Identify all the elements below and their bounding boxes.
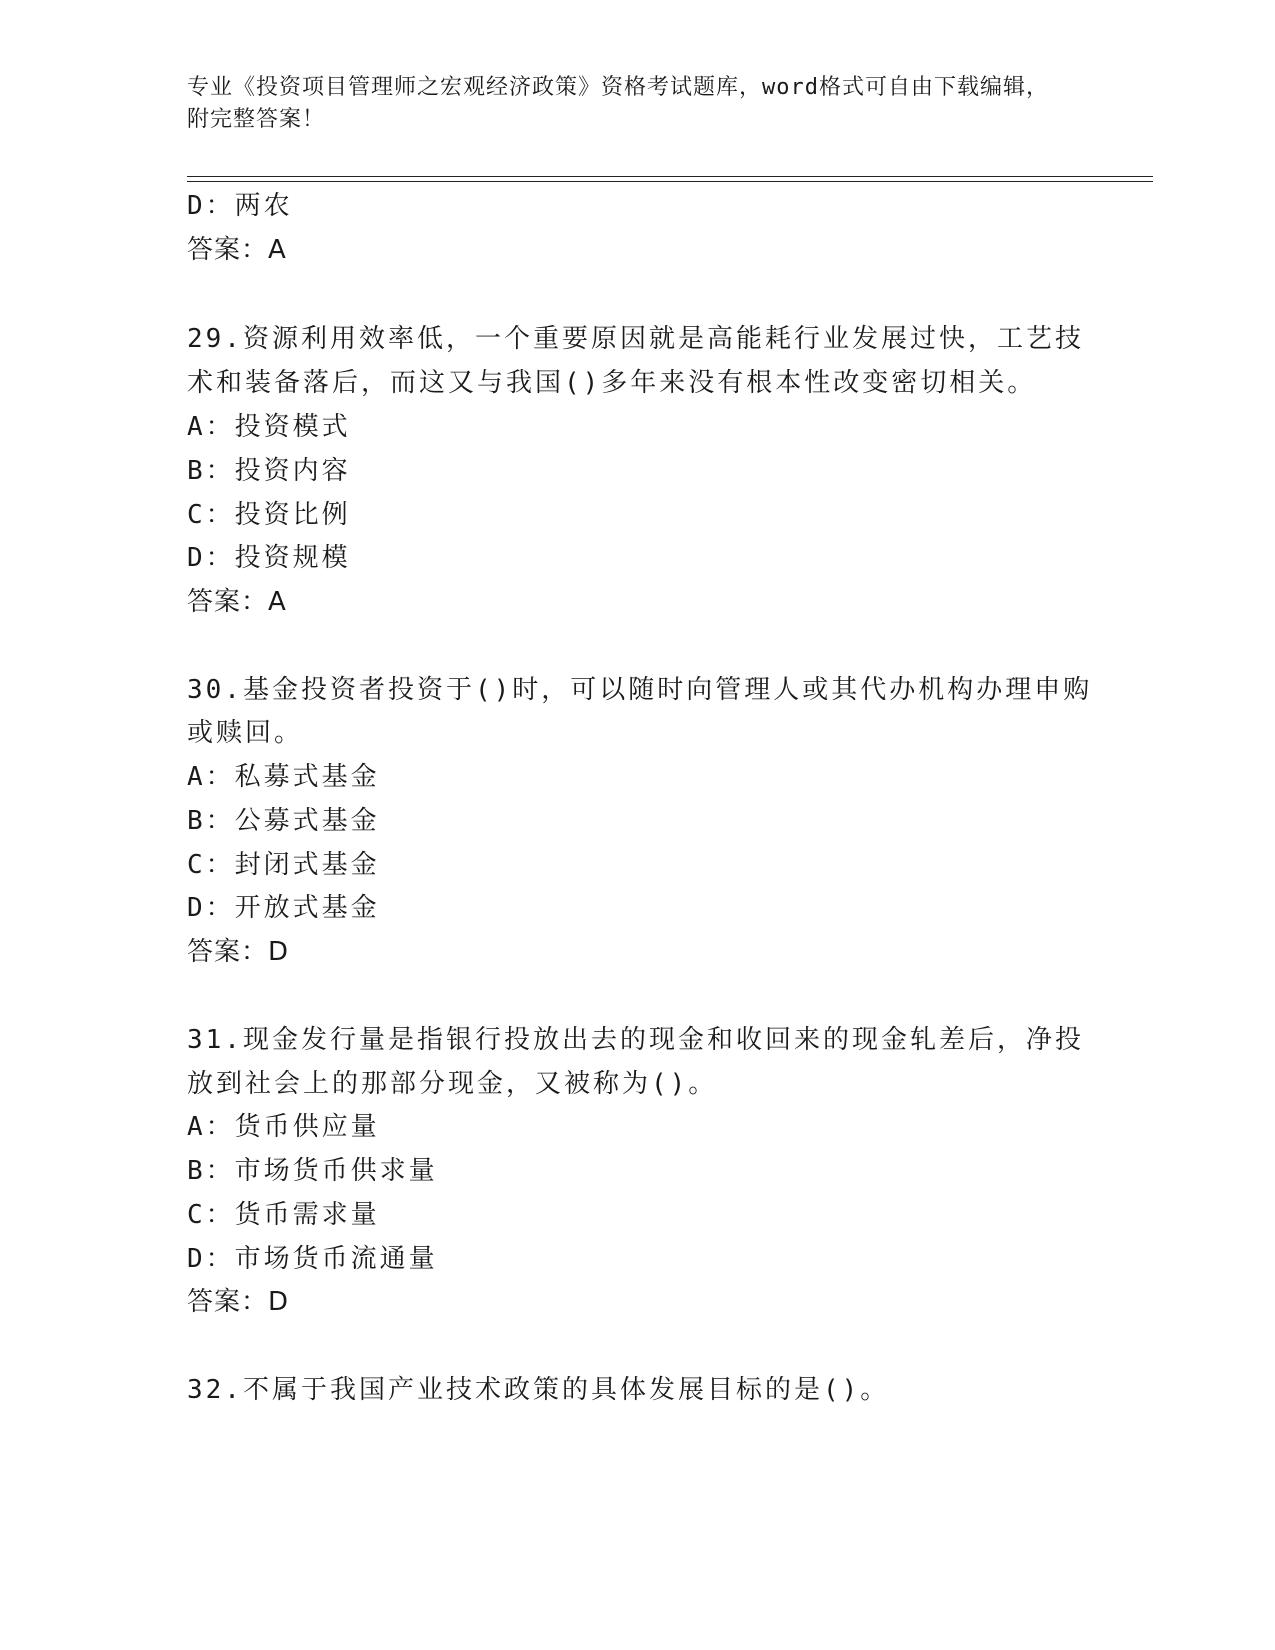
q31-option-d: D：市场货币流通量 <box>187 1244 438 1274</box>
page-header: 专业《投资项目管理师之宏观经济政策》资格考试题库，word格式可自由下载编辑，附完整答案！ <box>187 75 1049 132</box>
q29-stem-line2: 术和装备落后，而这又与我国()多年来没有根本性改变密切相关。 <box>187 368 1037 398</box>
q30-stem-line2: 或赎回。 <box>187 718 304 748</box>
q28-answer: 答案：A <box>187 235 287 265</box>
header-rule-top <box>187 176 1153 177</box>
q31-stem-line2: 放到社会上的那部分现金，又被称为()。 <box>187 1069 718 1099</box>
header-rule-bottom <box>187 181 1153 182</box>
q30-option-a: A：私募式基金 <box>187 762 380 792</box>
q30-option-d: D：开放式基金 <box>187 893 380 923</box>
q31-stem-line1: 31.现金发行量是指银行投放出去的现金和收回来的现金轧差后，净投 <box>187 1025 1084 1055</box>
q31-answer: 答案：D <box>187 1287 290 1317</box>
q31-option-b: B：市场货币供求量 <box>187 1156 438 1186</box>
q30-option-c: C：封闭式基金 <box>187 850 380 880</box>
q30-stem-line1: 30.基金投资者投资于()时，可以随时向管理人或其代办机构办理申购 <box>187 675 1093 705</box>
q30-answer: 答案：D <box>187 937 290 967</box>
q29-option-c: C：投资比例 <box>187 500 351 530</box>
q29-option-b: B：投资内容 <box>187 456 351 486</box>
q32-stem-line1: 32.不属于我国产业技术政策的具体发展目标的是()。 <box>187 1375 890 1405</box>
q31-option-a: A：货币供应量 <box>187 1112 380 1142</box>
q29-option-a: A：投资模式 <box>187 412 351 442</box>
q31-option-c: C：货币需求量 <box>187 1200 380 1230</box>
q29-option-d: D：投资规模 <box>187 543 351 573</box>
q29-answer: 答案：A <box>187 587 287 617</box>
q28-option-d: D：两农 <box>187 191 293 221</box>
q30-option-b: B：公募式基金 <box>187 806 380 836</box>
q29-stem-line1: 29.资源利用效率低，一个重要原因就是高能耗行业发展过快，工艺技 <box>187 324 1084 354</box>
